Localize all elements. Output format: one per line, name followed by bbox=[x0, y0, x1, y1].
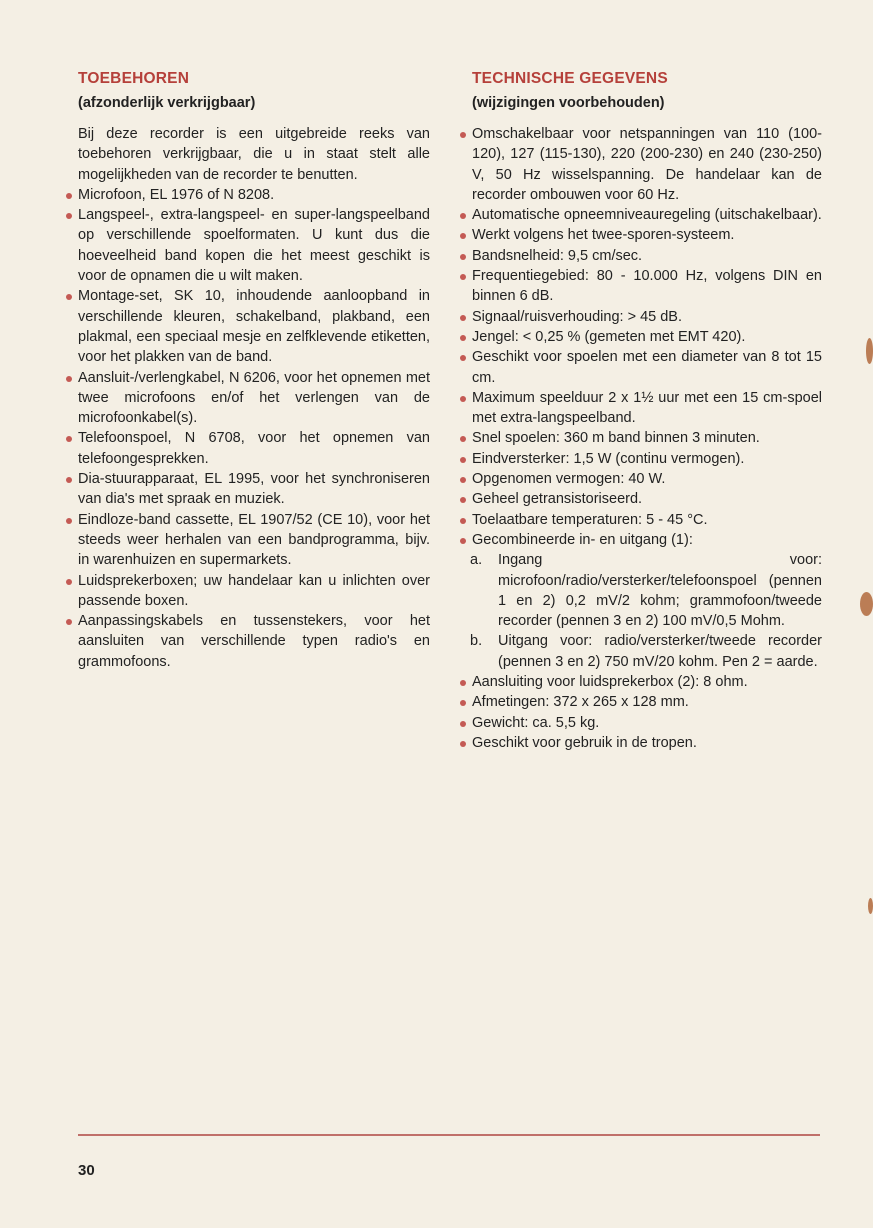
footer-rule bbox=[78, 1134, 820, 1136]
list-item: Geschikt voor gebruik in de tropen. bbox=[456, 733, 822, 753]
list-item: Eindloze-band cassette, EL 1907/52 (CE 10), voor het steeds weer herhalen van een bandprogramma, bijv. in warenhuizen en supermarkets. bbox=[62, 510, 430, 571]
bullet-icon bbox=[66, 518, 72, 524]
list-item: Langspeel-, extra-langspeel- en super-langspeelband op verschillende spoelformaten. U kunt dus die hoeveelheid band kopen die het meest geschikt is voor de opnamen die u wilt maken. bbox=[62, 205, 430, 286]
sub-item-text: Ingang voor: microfoon/radio/versterker/telefoonspoel (pennen 1 en 2) 0,2 mV/2 kohm; grammofoon/tweede recorder (pennen 3 en 2) 100 mV/0,5 Mohm. bbox=[498, 552, 822, 630]
list-item: Luidsprekerboxen; uw handelaar kan u inlichten over passende boxen. bbox=[62, 571, 430, 612]
list-item: Gewicht: ca. 5,5 kg. bbox=[456, 713, 822, 733]
list-item: Aansluit-/verlengkabel, N 6206, voor het opnemen met twee microfoons en/of het verlengen van de microfoonkabel(s). bbox=[62, 368, 430, 429]
list-item: Bandsnelheid: 9,5 cm/sec. bbox=[456, 246, 822, 266]
bullet-icon bbox=[66, 477, 72, 483]
section-title-technische-gegevens: TECHNISCHE GEGEVENS bbox=[472, 70, 668, 87]
bullet-icon bbox=[460, 721, 466, 727]
sub-item-letter: b. bbox=[470, 633, 483, 650]
bullet-icon bbox=[460, 355, 466, 361]
bullet-icon bbox=[460, 700, 466, 706]
sub-item-text: Uitgang voor: radio/versterker/tweede recorder (pennen 3 en 2) 750 mV/20 kohm. Pen 2 = aarde. bbox=[498, 633, 822, 670]
bullet-icon bbox=[460, 274, 466, 280]
bullet-icon bbox=[460, 457, 466, 463]
left-column bbox=[62, 68, 430, 672]
list-item: Toelaatbare temperaturen: 5 - 45 °C. bbox=[456, 510, 822, 530]
list-item: Eindversterker: 1,5 W (continu vermogen). bbox=[456, 449, 822, 469]
bullet-icon bbox=[460, 436, 466, 442]
specs-list bbox=[456, 124, 822, 550]
sub-item-a bbox=[456, 550, 822, 631]
paper-stain bbox=[860, 592, 873, 616]
bullet-icon bbox=[460, 254, 466, 260]
bullet-icon bbox=[66, 436, 72, 442]
bullet-icon bbox=[460, 680, 466, 686]
bullet-icon bbox=[66, 376, 72, 382]
bullet-icon bbox=[460, 233, 466, 239]
list-item: Aansluiting voor luidsprekerbox (2): 8 ohm. bbox=[456, 672, 822, 692]
section-subtitle: (wijzigingen voorbehouden) bbox=[472, 95, 665, 111]
bullet-icon bbox=[460, 396, 466, 402]
list-item: Automatische opneemniveauregeling (uitschakelbaar). bbox=[456, 205, 822, 225]
list-item: Opgenomen vermogen: 40 W. bbox=[456, 469, 822, 489]
bullet-icon bbox=[460, 335, 466, 341]
bullet-icon bbox=[460, 477, 466, 483]
list-item: Microfoon, EL 1976 of N 8208. bbox=[62, 185, 430, 205]
specs-list-continued bbox=[456, 672, 822, 753]
bullet-icon bbox=[460, 497, 466, 503]
section-title-toebehoren: TOEBEHOREN bbox=[78, 70, 190, 87]
paper-stain bbox=[866, 338, 873, 364]
list-item: Jengel: < 0,25 % (gemeten met EMT 420). bbox=[456, 327, 822, 347]
bullet-icon bbox=[460, 518, 466, 524]
page-number: 30 bbox=[78, 1162, 95, 1179]
list-item: Telefoonspoel, N 6708, voor het opnemen van telefoongesprekken. bbox=[62, 428, 430, 469]
intro-paragraph: Bij deze recorder is een uitgebreide reeks van toebehoren verkrijgbaar, die u in staat stelt alle mogelijkheden van de recorder te benutten. bbox=[78, 126, 430, 183]
list-item: Snel spoelen: 360 m band binnen 3 minuten. bbox=[456, 428, 822, 448]
bullet-icon bbox=[66, 294, 72, 300]
paper-stain bbox=[868, 898, 873, 914]
bullet-icon bbox=[460, 315, 466, 321]
bullet-icon bbox=[66, 193, 72, 199]
list-item: Signaal/ruisverhouding: > 45 dB. bbox=[456, 307, 822, 327]
list-item: Geheel getransistoriseerd. bbox=[456, 489, 822, 509]
list-item: Aanpassingskabels en tussenstekers, voor het aansluiten van verschillende typen radio's en grammofoons. bbox=[62, 611, 430, 672]
list-item: Gecombineerde in- en uitgang (1): bbox=[456, 530, 822, 550]
list-item: Werkt volgens het twee-sporen-systeem. bbox=[456, 225, 822, 245]
list-item: Maximum speelduur 2 x 1½ uur met een 15 cm-spoel met extra-langspeelband. bbox=[456, 388, 822, 429]
bullet-icon bbox=[460, 213, 466, 219]
section-subtitle: (afzonderlijk verkrijgbaar) bbox=[78, 95, 256, 111]
list-item: Montage-set, SK 10, inhoudende aanloopband in verschillende kleuren, schakelband, plakband, een plakmal, een speciaal mesje en zelfklevende etiketten, voor het plakken van de band. bbox=[62, 286, 430, 367]
bullet-icon bbox=[66, 579, 72, 585]
bullet-icon bbox=[460, 538, 466, 544]
sub-item-letter: a. bbox=[470, 552, 483, 569]
accessories-list bbox=[62, 185, 430, 672]
sub-item-b bbox=[456, 631, 822, 672]
list-item: Frequentiegebied: 80 - 10.000 Hz, volgens DIN en binnen 6 dB. bbox=[456, 266, 822, 307]
bullet-icon bbox=[66, 213, 72, 219]
list-item: Afmetingen: 372 x 265 x 128 mm. bbox=[456, 692, 822, 712]
list-item: Geschikt voor spoelen met een diameter van 8 tot 15 cm. bbox=[456, 347, 822, 388]
bullet-icon bbox=[460, 132, 466, 138]
list-item: Dia-stuurapparaat, EL 1995, voor het synchroniseren van dia's met spraak en muziek. bbox=[62, 469, 430, 510]
list-item: Omschakelbaar voor netspanningen van 110 (100-120), 127 (115-130), 220 (200-230) en 240 (230-250) V, 50 Hz wisselspanning. De handelaar kan de recorder ombouwen voor 60 Hz. bbox=[456, 124, 822, 205]
bullet-icon bbox=[460, 741, 466, 747]
bullet-icon bbox=[66, 619, 72, 625]
right-column bbox=[456, 68, 822, 753]
